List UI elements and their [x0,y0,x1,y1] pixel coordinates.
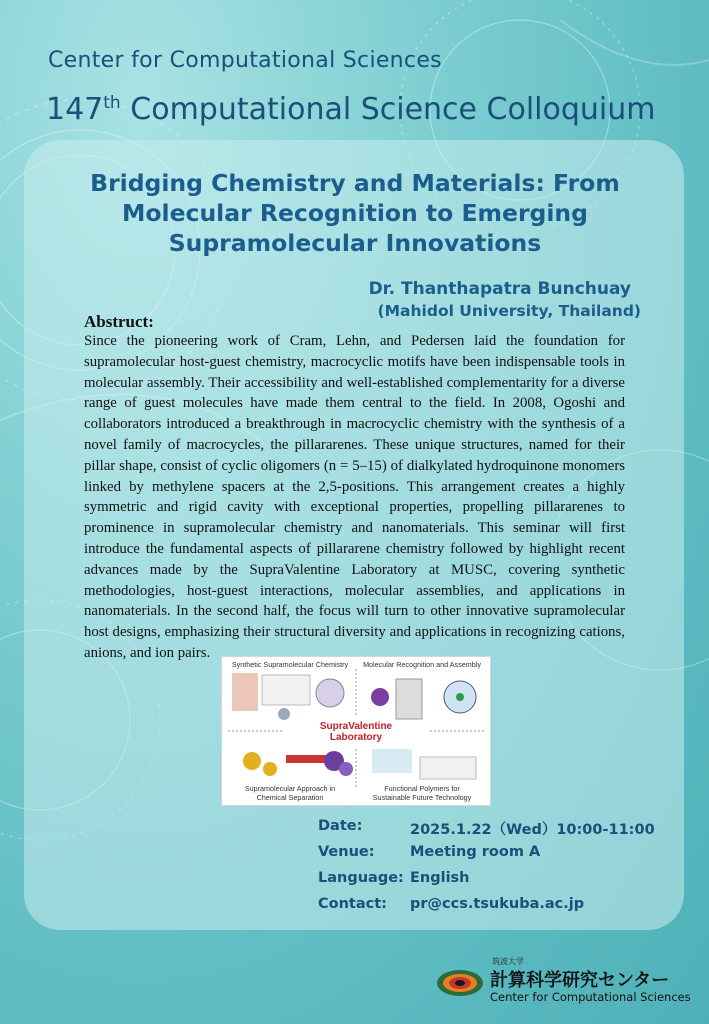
figure-label-line: Sustainable Future Technology [372,793,472,802]
speaker-affiliation: (Mahidol University, Thailand) [377,302,641,320]
figure-center-line: Laboratory [329,732,383,743]
figure-label-line: Chemical Separation [256,793,324,802]
colloquium-name: Computational Science Colloquium [130,92,656,127]
figure-label-line: Supramolecular Approach in [244,784,336,793]
figure-label-top-right: Molecular Recognition and Assembly [363,660,481,669]
date-value: 2025.1.22（Wed）10:00-11:00 [410,822,655,838]
logo-emblem-icon [436,968,486,998]
talk-title-line: Bridging Chemistry and Materials: From [90,169,620,197]
talk-title [40,168,670,258]
contact-label: Contact: [318,896,387,912]
speaker-block [368,278,641,322]
language-label: Language: [318,870,404,886]
figure-center-label [286,721,426,743]
figure-label-line: Functional Polymers for [384,784,460,793]
figure-label-bottom-right [358,784,486,802]
contact-value[interactable]: pr@ccs.tsukuba.ac.jp [410,896,585,912]
figure-center-line: SupraValentine [319,721,393,732]
lab-figure [221,656,491,806]
logo-university: 筑波大学 [492,957,524,966]
ccs-logo [436,958,696,1008]
colloquium-title [46,92,656,127]
venue-value: Meeting room A [410,844,541,860]
venue-label: Venue: [318,844,375,860]
logo-name-en: Center for Computational Sciences [490,990,691,1004]
talk-title-line: Molecular Recognition to Emerging [122,199,588,227]
colloquium-number: 147 [46,92,104,127]
date-label: Date: [318,818,363,834]
logo-name-jp: 計算科学研究センター [490,970,670,991]
org-header: Center for Computational Sciences [48,48,442,73]
abstract-heading: Abstruct: [84,312,154,331]
figure-label-top-left: Synthetic Supramolecular Chemistry [231,660,349,669]
colloquium-suffix: th [103,93,121,113]
figure-label-bottom-left [226,784,354,802]
speaker-name: Dr. Thanthapatra Bunchuay [368,279,631,299]
talk-title-line: Supramolecular Innovations [168,229,542,257]
language-value: English [410,870,470,886]
abstract-text: Since the pioneering work of Cram, Lehn, and Pedersen laid the foundation for supramolecular host-guest chemistry, macrocyclic motifs have been indispensable tools in molecular assembly. Their accessibility and well-established complementarity for a diverse range of guest molecules have made them central to the field. In 2008, Ogoshi and collaborators introduced a breakthrough in macrocyclic chemistry with the synthesis of a novel family of macrocycles, the pillararenes. These unique structures, named for their pillar shape, consist of cyclic oligomers (n = 5–15) of dialkylated hydroquinone monomers linked by methylene spacers at the 2,5-positions. This arrangement creates a highly symmetric and rigid cavity with exceptional properties, propelling pillararenes to prominence in supramolecular chemistry and nanomaterials. This seminar will first introduce the fundamental aspects of pillararene chemistry followed by highlight recent advances made by the SupraValentine Laboratory at MUSC, covering synthetic methodologies, host-guest interactions, molecular assemblies, and applications in nanomaterials. In the second half, the focus will turn to other innovative supramolecular host designs, emphasizing their structural diversity and applications in recognizing cations, anions, and ion pairs. [84,333,625,661]
